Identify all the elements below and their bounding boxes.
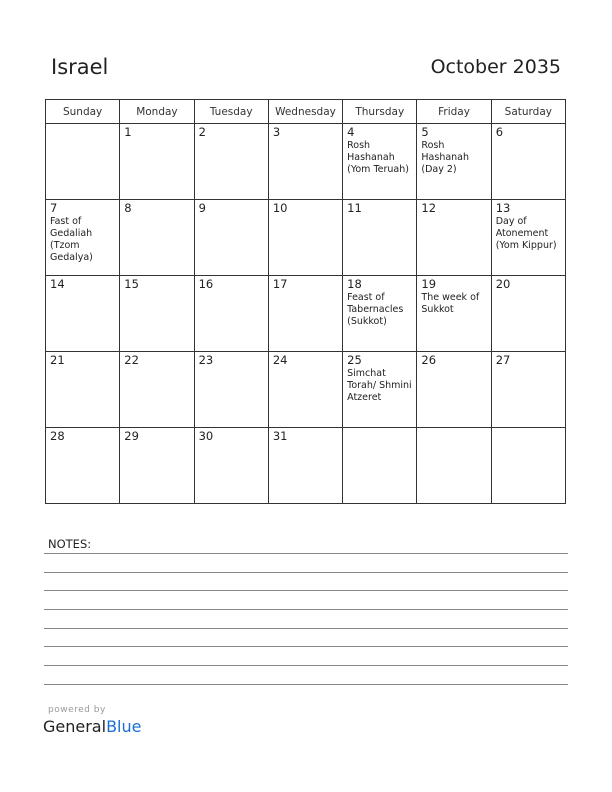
- generalblue-logo[interactable]: [43, 717, 141, 736]
- week-row: [46, 428, 566, 504]
- weekday-monday: Monday: [120, 100, 194, 124]
- day-cell: [46, 428, 120, 504]
- day-cell: [491, 124, 565, 200]
- day-number: 16: [198, 277, 214, 291]
- day-number: 19: [421, 277, 437, 291]
- day-number: 7: [50, 201, 58, 215]
- day-number: 9: [198, 201, 206, 215]
- day-number: 26: [421, 353, 437, 367]
- powered-by-text: powered by: [48, 705, 106, 715]
- day-number: 31: [272, 429, 288, 443]
- day-number: 2: [198, 125, 206, 139]
- day-cell: [46, 276, 120, 352]
- day-number: 21: [50, 353, 65, 367]
- day-cell: [194, 428, 268, 504]
- weekday-saturday: Saturday: [491, 100, 565, 124]
- week-row: [46, 352, 566, 428]
- weekday-thursday: Thursday: [343, 100, 417, 124]
- day-number: 28: [50, 429, 65, 443]
- day-number: 3: [272, 125, 281, 139]
- day-cell: [46, 124, 120, 200]
- day-number: 18: [347, 277, 362, 291]
- notes-line: [44, 553, 568, 554]
- day-cell: [268, 352, 342, 428]
- day-cell: [194, 352, 268, 428]
- holiday-label: Fast of Gedaliah (Tzom Gedalya): [50, 216, 93, 263]
- notes-line: [44, 665, 568, 666]
- day-number: 14: [50, 277, 65, 291]
- day-cell: [120, 428, 194, 504]
- day-cell: [417, 124, 491, 200]
- day-cell: [343, 200, 417, 276]
- day-cell: [194, 276, 268, 352]
- day-number: 12: [421, 201, 437, 215]
- week-row: [46, 200, 566, 276]
- weekday-wednesday: Wednesday: [268, 100, 342, 124]
- day-number: 24: [272, 353, 288, 367]
- day-number: 20: [495, 277, 511, 291]
- holiday-label: Day of Atonement (Yom Kippur): [495, 216, 557, 251]
- day-cell: [417, 352, 491, 428]
- day-cell: [46, 200, 120, 276]
- day-number: 25: [347, 353, 362, 367]
- notes-line: [44, 590, 568, 591]
- day-number: 27: [495, 353, 511, 367]
- day-cell: [343, 428, 417, 504]
- day-number: 17: [272, 277, 288, 291]
- day-number: 4: [347, 125, 355, 139]
- day-cell: [120, 124, 194, 200]
- day-number: 30: [198, 429, 214, 443]
- day-cell: [268, 124, 342, 200]
- day-cell: [46, 352, 120, 428]
- day-number: 22: [124, 353, 139, 367]
- holiday-label: Rosh Hashanah (Yom Teruah): [347, 140, 409, 175]
- day-cell: [491, 276, 565, 352]
- day-number: 1: [124, 125, 132, 139]
- brand-blue: Blue: [106, 717, 142, 736]
- day-cell: [268, 200, 342, 276]
- day-cell: [194, 124, 268, 200]
- day-cell: [120, 276, 194, 352]
- brand-general: General: [43, 717, 107, 736]
- day-cell: [194, 200, 268, 276]
- day-cell: [268, 276, 342, 352]
- weekday-friday: Friday: [417, 100, 491, 124]
- day-number: 29: [124, 429, 139, 443]
- day-cell: [491, 352, 565, 428]
- day-cell: [268, 428, 342, 504]
- day-cell: [417, 428, 491, 504]
- notes-line: [44, 572, 568, 573]
- holiday-label: Rosh Hashanah (Day 2): [421, 140, 470, 175]
- day-number: 13: [495, 201, 511, 215]
- day-number: 6: [495, 125, 504, 139]
- weekday-sunday: Sunday: [46, 100, 120, 124]
- notes-label: NOTES:: [48, 537, 92, 551]
- day-number: 11: [347, 201, 362, 215]
- day-number: 5: [421, 125, 429, 139]
- day-cell: [343, 352, 417, 428]
- day-number: 10: [272, 201, 288, 215]
- day-cell: [491, 200, 565, 276]
- day-cell: [343, 124, 417, 200]
- day-cell: [417, 200, 491, 276]
- notes-line: [44, 609, 568, 610]
- day-cell: [120, 200, 194, 276]
- day-cell: [120, 352, 194, 428]
- country-title: Israel: [51, 55, 109, 79]
- notes-line: [44, 628, 568, 629]
- week-row: [46, 124, 566, 200]
- day-cell: [343, 276, 417, 352]
- holiday-label: Simchat Torah/ Shmini Atzeret: [347, 368, 412, 403]
- week-row: [46, 276, 566, 352]
- weekday-tuesday: Tuesday: [194, 100, 268, 124]
- calendar-grid: [45, 99, 566, 504]
- day-number: 23: [198, 353, 214, 367]
- notes-line: [44, 684, 568, 685]
- day-number: 15: [124, 277, 139, 291]
- day-cell: [491, 428, 565, 504]
- month-year-title: October 2035: [430, 56, 561, 78]
- holiday-label: The week of Sukkot: [421, 292, 480, 315]
- notes-line: [44, 646, 568, 647]
- day-number: 8: [124, 201, 132, 215]
- day-cell: [417, 276, 491, 352]
- weekday-header-row: [46, 100, 566, 124]
- holiday-label: Feast of Tabernacles (Sukkot): [347, 292, 404, 327]
